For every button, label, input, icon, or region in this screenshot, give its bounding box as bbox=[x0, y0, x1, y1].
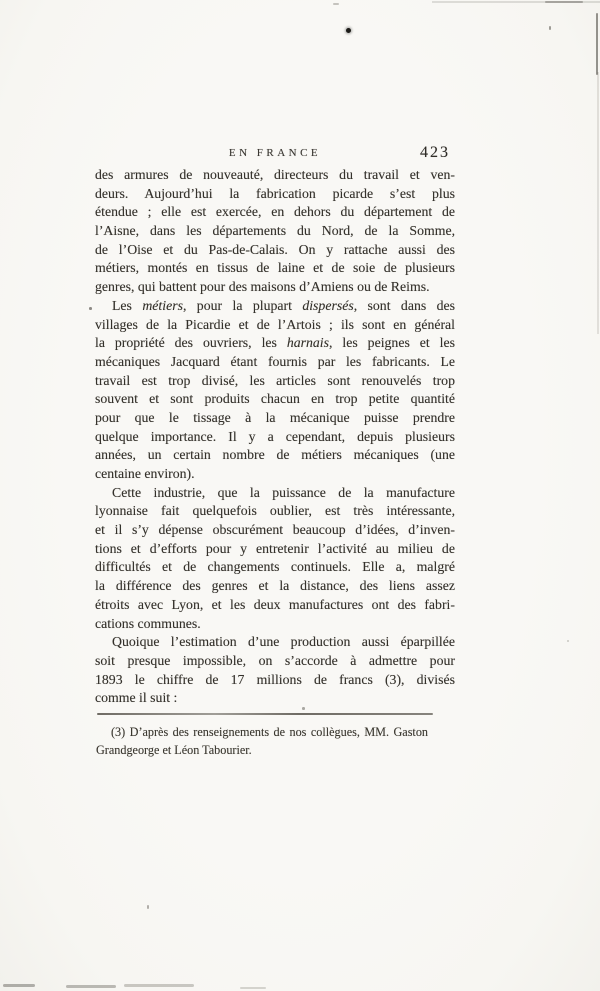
text-line: la différence des genres et la distance, des liens assez bbox=[95, 578, 455, 594]
scan-smudge bbox=[3, 984, 35, 987]
page-header bbox=[95, 144, 455, 167]
ink-dot-speck bbox=[346, 28, 351, 33]
text-line: souvent et sont produits chacun en trop petite quantité bbox=[95, 391, 456, 407]
footnote-separator bbox=[97, 713, 433, 715]
text-line: étendue ; elle est exercée, en dehors du département de bbox=[95, 204, 455, 220]
text-line: centaine environ). bbox=[95, 466, 195, 481]
page-edge-shadow bbox=[596, 13, 598, 75]
text-line: Quoique l’estimation d’une production aussi éparpillée bbox=[112, 634, 455, 650]
scan-speck bbox=[147, 905, 149, 909]
text-line: comme il suit : bbox=[95, 690, 178, 706]
text-line: de l’Oise et du Pas-de-Calais. On y rattache aussi des bbox=[95, 241, 456, 257]
text-line: (3) D’après des renseignements de nos collègues, MM. Gaston bbox=[111, 725, 429, 739]
scan-streak bbox=[545, 1, 583, 3]
text-line: étroits avec Lyon, et les deux manufactures ont des fabri- bbox=[95, 596, 455, 612]
text-line: et il s’y dépense obscurément beaucoup d’idées, d’inven- bbox=[95, 522, 455, 538]
running-title: EN FRANCE bbox=[228, 147, 322, 159]
text-line: pour que le tissage à la mécanique puisse prendre bbox=[95, 409, 455, 425]
text-line: quelque importance. Il y a cependant, depuis plusieurs bbox=[95, 428, 455, 444]
scan-speck bbox=[549, 26, 551, 30]
text-line: Les métiers, pour la plupart dispersés, sont dans des bbox=[112, 297, 456, 313]
text-line: travail est trop divisé, les articles sont renouvelés trop bbox=[95, 372, 455, 388]
scan-smudge bbox=[66, 985, 116, 988]
text-line: villages de la Picardie et de l’Artois ; ils sont en général bbox=[95, 316, 456, 332]
text-line: années, un certain nombre de métiers mécaniques (une bbox=[95, 447, 455, 463]
text-line: difficultés et de changements continuels. Elle a, malgré bbox=[95, 559, 455, 575]
scan-speck bbox=[89, 307, 92, 310]
text-line: 1893 le chiffre de 17 millions de francs (3), divisés bbox=[95, 671, 455, 687]
text-line: cations communes. bbox=[95, 615, 201, 631]
text-line: lyonnaise fait quelquefois oublier, est très intéressante, bbox=[95, 503, 456, 519]
scan-smudge bbox=[124, 984, 194, 987]
text-line: Grandgeorge et Léon Tabourier. bbox=[96, 742, 252, 757]
text-line: Cette industrie, que la puissance de la manufacture bbox=[112, 484, 456, 500]
text-line: deurs. Aujourd’hui la fabrication picarde s’est plus bbox=[95, 185, 455, 201]
text-line: l’Aisne, dans les départements du Nord, de la Somme, bbox=[95, 223, 456, 239]
body-text bbox=[95, 166, 455, 708]
text-line: soit presque impossible, on s’accorde à admettre pour bbox=[95, 652, 455, 668]
body-paragraph bbox=[95, 297, 455, 484]
text-line: genres, qui battent pour des maisons d’Amiens ou de Reims. bbox=[95, 279, 430, 295]
scan-speck bbox=[333, 3, 339, 5]
text-line: métiers, montés en tissus de laine et de soie de plusieurs bbox=[95, 260, 455, 276]
body-paragraph bbox=[95, 633, 455, 708]
scan-speck bbox=[567, 640, 569, 642]
text-line: mécaniques Jacquard étant fournis par les fabricants. Le bbox=[95, 353, 456, 369]
page-edge-shadow bbox=[597, 72, 599, 334]
scan-streak bbox=[432, 1, 600, 3]
scan-smudge bbox=[240, 987, 266, 989]
body-paragraph bbox=[95, 166, 455, 297]
page-number: 423 bbox=[420, 144, 450, 161]
text-line: des armures de nouveauté, directeurs du travail et ven- bbox=[95, 167, 455, 182]
text-line: la propriété des ouvriers, les harnais, les peignes et les bbox=[95, 335, 455, 351]
body-paragraph bbox=[95, 484, 455, 634]
text-line: tions et d’efforts pour y entretenir l’activité au milieu de bbox=[95, 540, 455, 556]
footnote bbox=[96, 724, 428, 759]
